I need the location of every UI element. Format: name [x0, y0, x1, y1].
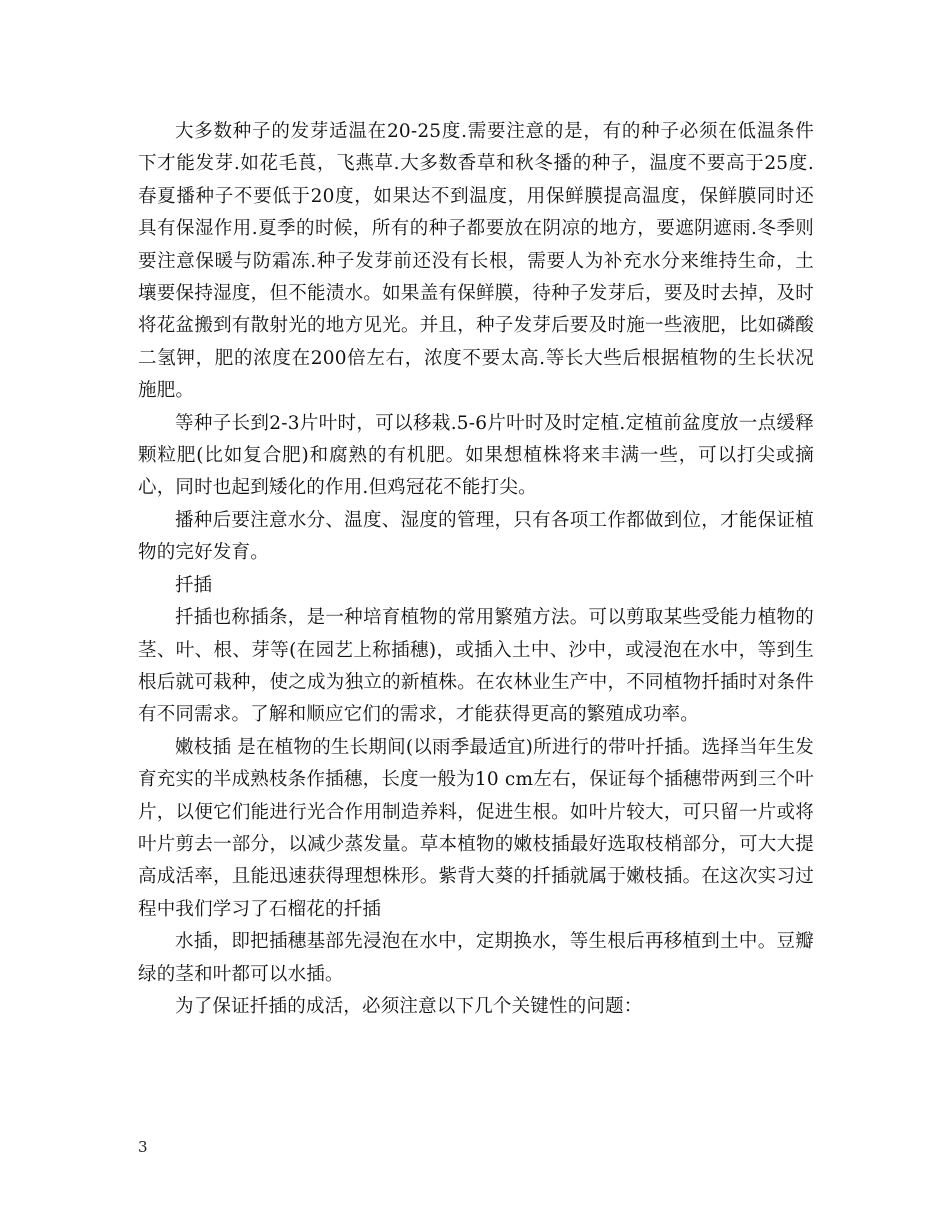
section-heading-cutting: 扦插 — [175, 574, 213, 596]
paragraph-germination-temperature: 大多数种子的发芽适温在20-25度.需要注意的是，有的种子必须在低温条件下才能发芽.如花毛莨，飞燕草.大多数香草和秋冬播的种子，温度不要高于25度.春夏播种子不要低于20度，如果达不到温度，用保鲜膜提高温度，保鲜膜同时还具有保湿作用.夏季的时候，所有的种子都要放在阴凉的地方，要遮阴遮雨.冬季则要注意保暖与防霜冻.种子发芽前还没有长根，需要人为补充水分来维持生命，土壤要保持湿度，但不能渍水。如果盖有保鲜膜，待种子发芽后，要及时去掉，及时将花盆搬到有散射光的地方见光。并且，种子发芽后要及时施一些液肥，比如磷酸二氢钾，肥的浓度在200倍左右，浓度不要太高.等长大些后根据植物的生长状况施肥。 — [138, 121, 814, 402]
paragraph-cutting-definition: 扦插也称插条，是一种培育植物的常用繁殖方法。可以剪取某些受能力植物的茎、叶、根、芽等(在园艺上称插穗)，或插入土中、沙中，或浸泡在水中，等到生根后就可栽种，使之成为独立的新植株。在农林业生产中，不同植物扦插时对条件有不同需求。了解和顺应它们的需求，才能获得更高的繁殖成功率。 — [138, 607, 814, 726]
paragraph-key-issues: 为了保证扦插的成活，必须注意以下几个关键性的问题： — [175, 995, 643, 1017]
document-body — [138, 116, 814, 1023]
paragraph-softwood-cutting: 嫩枝插 是在植物的生长期间(以雨季最适宜)所进行的带叶扦插。选择当年生发育充实的半成熟枝条作插穗，长度一般为10 cm左右，保证每个插穗带两到三个叶片，以便它们能进行光合作用制造养料，促进生根。如叶片较大，可只留一片或将叶片剪去一部分，以减少蒸发量。草本植物的嫩枝插最好选取枝梢部分，可大大提高成活率，且能迅速获得理想株形。紫背大葵的扦插就属于嫩枝插。在这次实习过程中我们学习了石榴花的扦插 — [138, 736, 814, 920]
paragraph-water-cutting: 水插，即把插穗基部先浸泡在水中，定期换水，等生根后再移植到土中。豆瓣绿的茎和叶都可以水插。 — [138, 931, 814, 985]
paragraph-management: 播种后要注意水分、温度、湿度的管理，只有各项工作都做到位，才能保证植物的完好发育。 — [138, 509, 814, 564]
page-number: 3 — [138, 1138, 148, 1156]
paragraph-transplanting: 等种子长到2-3片叶时，可以移栽.5-6片叶时及时定植.定植前盆度放一点缓释颗粒肥(比如复合肥)和腐熟的有机肥。如果想植株将来丰满一些，可以打尖或摘心，同时也起到矮化的作用.但鸡冠花不能打尖。 — [138, 412, 814, 499]
